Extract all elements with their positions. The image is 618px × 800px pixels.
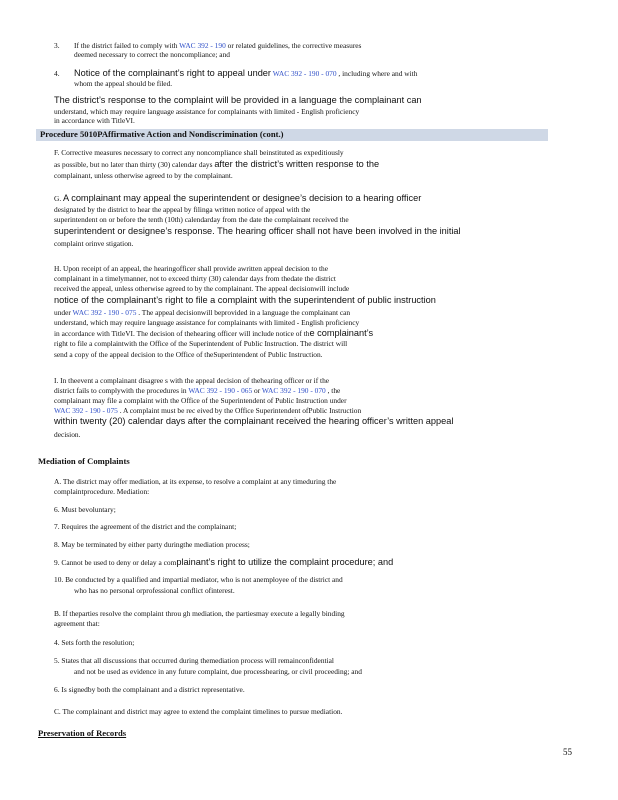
paragraph-i-line-6: decision. bbox=[54, 430, 81, 439]
paragraph-i-line-4: WAC 392 - 190 - 075 . A complaint must be rec eived by the Office Superintendent ofPublic Instruction bbox=[54, 406, 362, 415]
paragraph-i-line-2: district fails to complywith the procedures in WAC 392 - 190 - 065 or WAC 392 - 190 - 070 , the bbox=[54, 386, 341, 395]
agreement-item-5-line-1: 5. States that all discussions that occurred during themediation process will remainconfidential bbox=[54, 656, 334, 665]
paragraph-h-line-2: complainant in a timelymanner, not to exceed thirty (30) calendar days from thedate the district bbox=[54, 274, 336, 283]
paragraph-i-line-3: complainant may file a complaint with the Office of the Superintendent of Public Instruction under bbox=[54, 396, 347, 405]
paragraph-b-line-2: agreement that: bbox=[54, 619, 100, 628]
paragraph-g-line-2: designated by the district to hear the appeal by filinga written notice of appeal with the bbox=[54, 205, 311, 214]
item-3-line-2: deemed necessary to correct the noncompliance; and bbox=[74, 50, 230, 59]
paragraph-b-line-1: B. If theparties resolve the complaint throu gh mediation, the partiesmay execute a legally binding bbox=[54, 609, 345, 618]
mediation-item-6: 6. Must bevoluntary; bbox=[54, 505, 116, 514]
paragraph-f-line-1: F. Corrective measures necessary to correct any noncompliance shall beinstituted as expeditiously bbox=[54, 148, 344, 157]
paragraph-g-line-1: G. A complainant may appeal the superintendent or designee’s decision to a hearing officer bbox=[54, 193, 422, 203]
wac-link[interactable]: WAC 392 - 190 - 075 bbox=[54, 406, 118, 415]
paragraph-a-line-2: complaintprocedure. Mediation: bbox=[54, 487, 150, 496]
paragraph-h-line-6: understand, which may require language assistance for complainants with limited - English proficiency bbox=[54, 318, 360, 327]
wac-link[interactable]: WAC 392 - 190 - 070 bbox=[272, 69, 337, 78]
paragraph-i-line-1: I. In theevent a complainant disagree s with the appeal decision of thehearing officer or if the bbox=[54, 376, 330, 385]
paragraph-h-line-1: H. Upon receipt of an appeal, the hearingofficer shall provide awritten appeal decision to the bbox=[54, 264, 329, 273]
agreement-item-6: 6. Is signedby both the complainant and a district representative. bbox=[54, 685, 245, 694]
paragraph-g-line-3: superintendent on or before the tenth (10th) calendarday from the date the complainant received the bbox=[54, 215, 349, 224]
wac-link[interactable]: WAC 392 - 190 - 065 bbox=[188, 386, 253, 395]
agreement-item-4: 4. Sets forth the resolution; bbox=[54, 638, 135, 647]
paragraph-h-line-7: in accordance with TitleVI. The decision of thehearing officer will include notice of the complainant’s bbox=[54, 328, 374, 338]
wac-link[interactable]: WAC 392 - 190 bbox=[179, 41, 226, 50]
list-number: 3. bbox=[54, 41, 60, 50]
paragraph-f-line-3: complainant, unless otherwise agreed to by the complainant. bbox=[54, 171, 233, 180]
paragraph-h-line-4: notice of the complainant’s right to file a complaint with the superintendent of public instruction bbox=[54, 295, 436, 305]
response-line-1: The district’s response to the complaint will be provided in a language the complainant can bbox=[54, 95, 422, 105]
paragraph-c: C. The complainant and district may agree to extend the complaint timelines to pursue mediation. bbox=[54, 707, 343, 716]
mediation-item-8: 8. May be terminated by either party duringthe mediation process; bbox=[54, 540, 250, 549]
paragraph-i-line-5: within twenty (20) calendar days after the complainant received the hearing officer’s written appeal bbox=[54, 416, 454, 426]
paragraph-h-line-3: received the appeal, unless otherwise agreed to by the complainant. The appeal decisionwill include bbox=[54, 284, 350, 293]
mediation-item-7: 7. Requires the agreement of the district and the complainant; bbox=[54, 522, 237, 531]
wac-link[interactable]: WAC 392 - 190 - 070 bbox=[261, 386, 326, 395]
paragraph-g-line-5: complaint orinve stigation. bbox=[54, 239, 134, 248]
item-4-line-1: Notice of the complainant’s right to appeal under WAC 392 - 190 - 070 , including where and with bbox=[74, 68, 418, 78]
mediation-item-10-line-1: 10. Be conducted by a qualified and impartial mediator, who is not anemployee of the district and bbox=[54, 575, 343, 584]
item-3-line-1: If the district failed to comply with WAC 392 - 190 or related guidelines, the corrective measures bbox=[74, 41, 362, 50]
item-4-line-2: whom the appeal should be filed. bbox=[74, 79, 173, 88]
response-line-2: understand, which may require language assistance for complainants with limited - English proficiency bbox=[54, 107, 360, 116]
paragraph-f-line-2: as possible, but no later than thirty (30) calendar days after the district’s written response to the bbox=[54, 159, 380, 169]
procedure-header: Procedure 5010PAffirmative Action and Nondiscrimination (cont.) bbox=[40, 129, 284, 139]
wac-link[interactable]: WAC 392 - 190 - 075 bbox=[72, 308, 137, 317]
paragraph-g-line-4: superintendent or designee’s response. The hearing officer shall not have been involved in the initial bbox=[54, 226, 461, 236]
mediation-item-10-line-2: who has no personal orprofessional conflict ofinterest. bbox=[74, 586, 235, 595]
mediation-item-9: 9. Cannot be used to deny or delay a complainant’s right to utilize the complaint procedure; and bbox=[54, 557, 394, 567]
mediation-header: Mediation of Complaints bbox=[38, 456, 130, 466]
response-line-3: in accordance with TitleVI. bbox=[54, 116, 135, 125]
paragraph-h-line-8: right to file a complaintwith the Office of the Superintendent of Public Instruction. The district will bbox=[54, 339, 348, 348]
paragraph-a-line-1: A. The district may offer mediation, at its expense, to resolve a complaint at any timeduring the bbox=[54, 477, 337, 486]
agreement-item-5-line-2: and not be used as evidence in any future complaint, due processhearing, or civil proceeding; and bbox=[74, 667, 362, 676]
page-number: 55 bbox=[563, 747, 572, 757]
list-number: 4. bbox=[54, 69, 60, 78]
preservation-header: Preservation of Records bbox=[38, 728, 127, 738]
paragraph-h-line-5: under WAC 392 - 190 - 075 . The appeal decisionwill beprovided in a language the complainant can bbox=[54, 308, 351, 317]
paragraph-h-line-9: send a copy of the appeal decision to the Office of theSuperintendent of Public Instruction. bbox=[54, 350, 323, 359]
